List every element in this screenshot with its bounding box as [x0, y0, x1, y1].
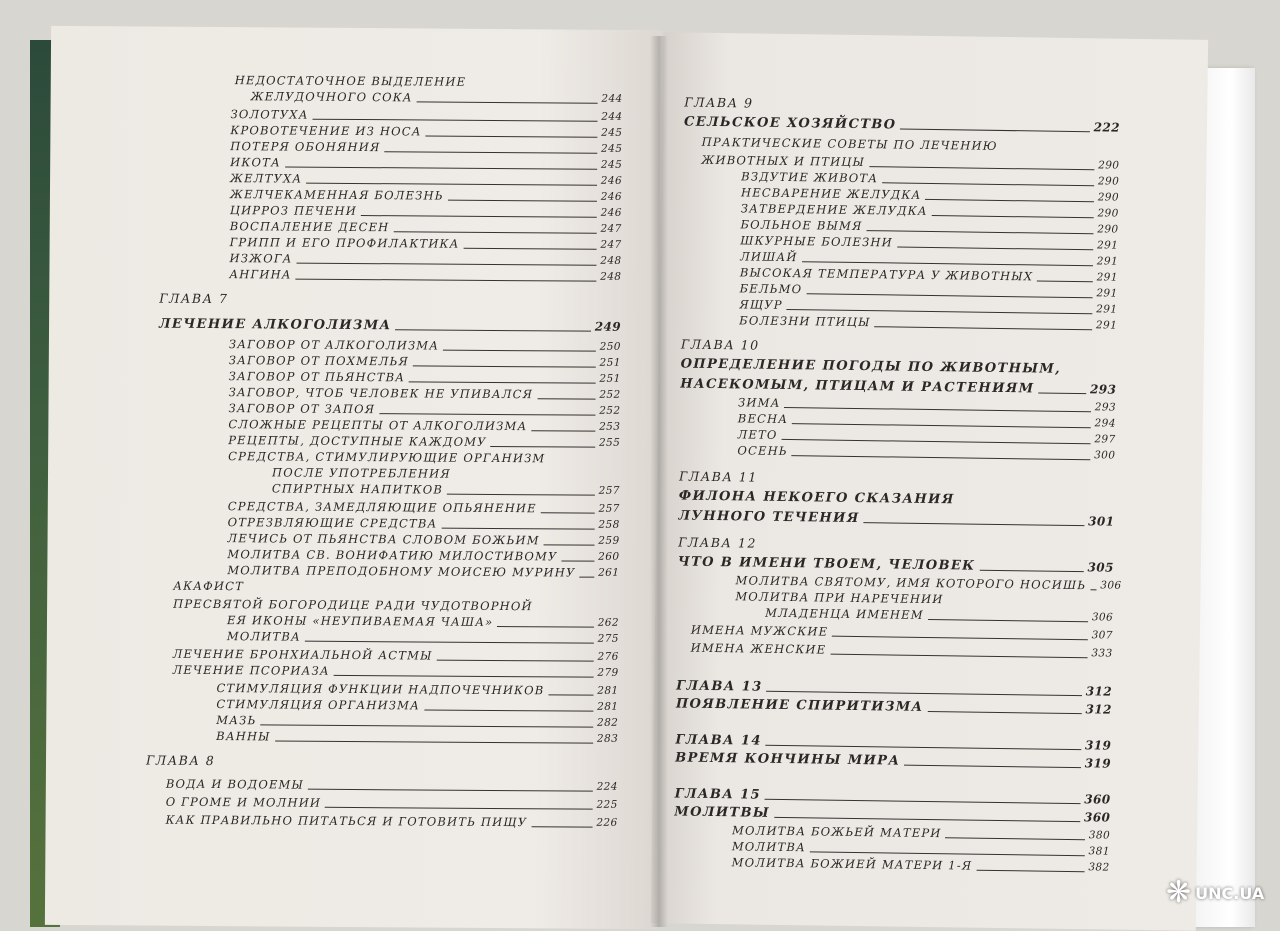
toc-entry [676, 696, 1112, 717]
toc-entry-title: ИМЕНА МУЖСКИЕ [690, 622, 829, 639]
page-number: 301 [1088, 514, 1115, 529]
toc-entry [159, 317, 621, 335]
page-number: 281 [597, 684, 619, 697]
toc-entry [230, 235, 622, 253]
toc-entry [216, 713, 618, 731]
leader-line [409, 381, 595, 383]
page-number: 247 [600, 222, 622, 235]
toc-entry [679, 489, 979, 508]
leader-line [448, 200, 597, 202]
toc-entry-title: БОЛЬНОЕ ВЫМЯ [740, 217, 863, 234]
leader-line [767, 691, 1082, 696]
leader-line [864, 522, 1085, 526]
leader-line [464, 248, 597, 250]
toc-entry [272, 481, 620, 498]
toc-entry [227, 613, 619, 631]
page-number: 257 [598, 484, 620, 497]
toc-entry [684, 115, 1120, 136]
leader-line [774, 817, 1080, 822]
toc-entry-title: ЗАГОВОР ОТ ПОХМЕЛЬЯ [228, 353, 410, 369]
toc-entry [166, 777, 618, 795]
page-number: 283 [596, 732, 619, 745]
page-number: 275 [597, 632, 619, 645]
toc-entry-title: КАК ПРАВИЛЬНО ПИТАТЬСЯ И ГОТОВИТЬ ПИЩУ [165, 812, 528, 830]
toc-entry-title: ЗИМА [737, 395, 781, 410]
leader-line [393, 231, 596, 233]
leader-line [869, 166, 1094, 170]
toc-entry [691, 641, 1113, 662]
toc-entry [702, 135, 1022, 154]
toc-entry [228, 449, 548, 466]
toc-entry [272, 465, 492, 482]
page-number: 333 [1091, 647, 1113, 660]
leader-line [832, 636, 1087, 641]
page-number: 248 [600, 254, 622, 267]
toc-entry-title: ЗАТВЕРДЕНИЕ ЖЕЛУДКА [740, 201, 928, 218]
leader-line [531, 430, 595, 431]
toc-entry [230, 171, 622, 189]
page-number: 319 [1084, 738, 1112, 753]
page-number: 291 [1095, 319, 1118, 332]
toc-entry-title: ГЛАВА 13 [676, 678, 763, 695]
chapter-heading [159, 291, 279, 307]
toc-entry [229, 385, 621, 403]
chapter-heading [146, 753, 266, 769]
toc-entry-title: СТИМУЛЯЦИЯ ОРГАНИЗМА [216, 697, 421, 713]
leader-line [875, 326, 1092, 330]
leader-line [297, 263, 597, 266]
toc-entry-title: ГЛАВА 7 [159, 290, 229, 307]
toc-right [663, 32, 1208, 874]
toc-entry-title: ОСЕНЬ [737, 443, 788, 459]
page-number: 290 [1098, 159, 1120, 172]
toc-entry-title: ЛЕЧИСЬ ОТ ПЬЯНСТВА СЛОВОМ БОЖЬИМ [227, 531, 540, 548]
toc-entry [227, 563, 619, 581]
page-number: 293 [1094, 401, 1117, 414]
leader-line [260, 724, 593, 727]
page-number: 245 [601, 142, 623, 155]
leader-line [424, 709, 593, 711]
chapter-heading [679, 469, 799, 486]
page-number: 226 [596, 816, 618, 829]
toc-entry-title: ВЗДУТИЕ ЖИВОТА [741, 169, 879, 186]
chapter-heading [678, 534, 798, 551]
toc-entry-title: ЛЕЧЕНИЕ АЛКОГОЛИЗМА [159, 316, 392, 334]
toc-entry-title: ГЛАВА 10 [680, 336, 760, 353]
toc-entry [228, 401, 620, 419]
page-number: 246 [600, 174, 623, 187]
toc-entry [229, 369, 621, 387]
toc-entry-title: БЕЛЬМО [739, 281, 803, 297]
page-number: 291 [1096, 287, 1118, 300]
leader-line [561, 560, 594, 561]
page-number: 312 [1085, 702, 1112, 717]
toc-entry-title: ЛЕЧЕНИЕ ПСОРИАЗА [172, 662, 330, 678]
leader-line [441, 528, 594, 530]
leader-line [932, 215, 1094, 218]
leader-line [810, 851, 1085, 856]
toc-entry-title: МОЛИТВА БОЖЬЕЙ МАТЕРИ [732, 823, 942, 841]
page-number: 290 [1097, 223, 1119, 236]
page-number: 257 [598, 502, 620, 515]
leader-line [541, 512, 595, 513]
leader-line [413, 365, 596, 367]
toc-entry-title: ЗАГОВОР ОТ ЗАПОЯ [228, 401, 376, 417]
toc-entry-title: ЗОЛОТУХА [230, 107, 309, 122]
page-number: 248 [600, 270, 622, 283]
toc-entry [228, 433, 620, 451]
page-number: 244 [601, 110, 623, 123]
toc-entry-title: НЕСВАРЕНИЕ ЖЕЛУДКА [740, 185, 922, 202]
toc-entry [676, 678, 1112, 699]
leader-line [544, 544, 595, 545]
page-number: 259 [598, 534, 620, 547]
toc-entry [230, 139, 622, 157]
page-number: 360 [1084, 792, 1111, 807]
toc-entry [678, 508, 1114, 529]
toc-entry [227, 629, 619, 647]
toc-entry-title: СПИРТНЫХ НАПИТКОВ [271, 481, 444, 497]
toc-entry-title: ЖЕЛТУХА [230, 171, 303, 186]
page-number: 249 [594, 319, 622, 334]
page-number: 281 [597, 700, 619, 713]
toc-entry [230, 203, 622, 221]
leader-line [928, 711, 1082, 714]
page-number: 290 [1097, 175, 1120, 188]
leader-line [904, 765, 1080, 768]
leader-line [1037, 280, 1092, 282]
toc-entry-title: СЕЛЬСКОЕ ХОЗЯЙСТВО [683, 114, 897, 133]
toc-entry [230, 155, 622, 173]
toc-entry [166, 795, 618, 813]
leader-line [802, 261, 1093, 266]
toc-entry-title: ГЛАВА 11 [678, 468, 758, 485]
toc-entry-title: О ГРОМЕ И МОЛНИИ [165, 794, 322, 810]
page-number: 293 [1089, 382, 1117, 397]
leader-line [296, 279, 596, 282]
toc-entry-title: ГРИПП И ЕГО ПРОФИЛАКТИКА [229, 235, 460, 251]
page-number: 291 [1096, 239, 1119, 252]
leader-line [305, 641, 594, 644]
toc-entry-title: МОЛИТВА ПРЕПОДОБНОМУ МОИСЕЮ МУРИНУ [227, 563, 576, 580]
watermark [1166, 868, 1276, 918]
page-number: 380 [1088, 829, 1111, 842]
toc-entry [230, 187, 622, 205]
chapter-heading [681, 337, 801, 354]
toc-entry-title: ИКОТА [230, 155, 281, 170]
toc-entry-title: АНГИНА [229, 267, 292, 282]
toc-entry-title: ЖИВОТНЫХ И ПТИЦЫ [701, 152, 866, 170]
toc-entry-title: ПРЕСВЯТОЙ БОГОРОДИЦЕ РАДИ ЧУДОТВОРНОЙ [173, 596, 533, 614]
toc-entry-title: ШКУРНЫЕ БОЛЕЗНИ [740, 233, 893, 250]
leader-line [334, 675, 594, 678]
toc-entry-title: РЕЦЕПТЫ, ДОСТУПНЫЕ КАЖДОМУ [228, 433, 487, 449]
toc-entry-title: ЕЯ ИКОНЫ «НЕУПИВАЕМАЯ ЧАША» [226, 613, 494, 629]
toc-entry [227, 547, 619, 565]
toc-entry [251, 89, 623, 107]
toc-entry-title: ОТРЕЗВЛЯЮЩИЕ СРЕДСТВА [227, 515, 438, 531]
leader-line [766, 745, 1081, 750]
toc-entry-title: МЛАДЕНЦА ИМЕНЕМ [765, 605, 924, 622]
leader-line [361, 215, 597, 218]
toc-entry-title: ВАННЫ [216, 729, 271, 744]
leader-line [395, 329, 590, 331]
toc-entry-title: СЛОЖНЫЕ РЕЦЕПТЫ ОТ АЛКОГОЛИЗМА [228, 417, 528, 434]
leader-line [1090, 589, 1096, 590]
toc-entry [229, 251, 621, 269]
leader-line [417, 101, 598, 103]
toc-entry-title: ЗАГОВОР, ЧТОБ ЧЕЛОВЕК НЕ УПИВАЛСЯ [228, 385, 534, 402]
toc-entry-title: ГЛАВА 12 [678, 534, 757, 551]
page-number: 255 [598, 436, 621, 449]
toc-entry-title: МОЛИТВА [226, 629, 301, 644]
leader-line [787, 309, 1092, 314]
leader-line [537, 398, 595, 399]
page-number: 291 [1096, 303, 1118, 316]
toc-entry-title: ПОСЛЕ УПОТРЕБЛЕНИЯ [271, 465, 451, 481]
toc-entry [228, 417, 620, 435]
leader-line [928, 619, 1088, 622]
page-number: 291 [1096, 255, 1119, 268]
right-page [651, 32, 1208, 931]
leader-line [781, 439, 1090, 444]
toc-entry-title: МОЛИТВА БОЖИЕЙ МАТЕРИ 1-Я [731, 855, 973, 873]
leader-line [925, 199, 1093, 202]
leader-line [384, 151, 597, 153]
toc-entry [228, 531, 620, 549]
toc-entry-title: ГЛАВА 14 [675, 732, 762, 749]
leader-line [531, 826, 592, 827]
toc-entry [230, 219, 622, 237]
page-number: 258 [598, 518, 620, 531]
page-number: 312 [1085, 684, 1113, 699]
page-number: 382 [1088, 861, 1110, 874]
toc-entry-title: ЯЩУР [739, 297, 783, 312]
toc-entry [216, 729, 618, 747]
toc-entry [166, 813, 618, 831]
page-number: 360 [1083, 810, 1111, 825]
page-number: 245 [600, 158, 623, 171]
toc-entry [173, 647, 619, 665]
toc-entry-title: ВЫСОКАЯ ТЕМПЕРАТУРА У ЖИВОТНЫХ [739, 265, 1034, 284]
toc-entry [173, 579, 293, 595]
toc-entry [675, 750, 1111, 771]
leader-line [1038, 393, 1086, 395]
page-number: 307 [1091, 629, 1113, 642]
toc-entry-title: МОЛИТВА СВЯТОМУ, ИМЯ КОТОРОГО НОСИШЬ [735, 573, 1087, 593]
leader-line [491, 446, 595, 448]
toc-entry-title: ЗАГОВОР ОТ АЛКОГОЛИЗМА [228, 337, 440, 353]
leader-line [447, 494, 595, 496]
page-number: 297 [1094, 433, 1116, 446]
toc-entry-title: ПОЯВЛЕНИЕ СПИРИТИЗМА [675, 696, 924, 715]
page-number: 253 [599, 420, 621, 433]
snowflake-icon: ❋ [1166, 875, 1192, 910]
leader-line [830, 654, 1087, 659]
leader-line [325, 807, 592, 810]
toc-entry [173, 597, 573, 615]
toc-left [51, 26, 663, 830]
page-number: 305 [1087, 560, 1114, 575]
toc-entry-title: ВРЕМЯ КОНЧИНЫ МИРА [675, 750, 901, 769]
leader-line [792, 423, 1090, 428]
toc-entry-title: ЦИРРОЗ ПЕЧЕНИ [229, 203, 358, 219]
toc-entry-title: ЛЕТО [737, 427, 778, 442]
page-number: 306 [1091, 611, 1114, 624]
toc-entry [691, 623, 1113, 644]
toc-entry-title: МОЛИТВА СВ. ВОНИФАТИЮ МИЛОСТИВОМУ [227, 547, 558, 564]
toc-entry-title: ВОДА И ВОДОЕМЫ [165, 776, 305, 792]
leader-line [313, 119, 598, 122]
page-number: 244 [601, 92, 623, 105]
leader-line [945, 837, 1084, 840]
leader-line [497, 626, 593, 628]
page-number: 222 [1093, 120, 1121, 135]
toc-entry-title: ЗАГОВОР ОТ ПЬЯНСТВА [228, 369, 406, 385]
toc-entry-title: НЕДОСТАТОЧНОЕ ВЫДЕЛЕНИЕ [234, 73, 467, 89]
page-number: 282 [597, 716, 619, 729]
toc-entry-title: ЖЕЛЧЕКАМЕННАЯ БОЛЕЗНЬ [229, 187, 444, 203]
page-number: 262 [597, 616, 620, 629]
toc-entry-title: ВОСПАЛЕНИЕ ДЕСЕН [229, 219, 390, 235]
toc-entry-title: МОЛИТВА ПРИ НАРЕЧЕНИИ [735, 589, 944, 607]
toc-entry-title: БОЛЕЗНИ ПТИЦЫ [739, 313, 871, 330]
page-number: 247 [600, 238, 622, 251]
page-number: 381 [1088, 845, 1110, 858]
page-number: 294 [1094, 417, 1116, 430]
toc-entry-title: СРЕДСТВА, СТИМУЛИРУЮЩИЕ ОРГАНИЗМ [228, 449, 546, 466]
toc-entry-title: КРОВОТЕЧЕНИЕ ИЗ НОСА [230, 123, 422, 139]
toc-entry [228, 499, 620, 517]
toc-entry-title: ЖЕЛУДОЧНОГО СОКА [250, 89, 413, 105]
leader-line [443, 350, 595, 352]
toc-entry-title: ГЛАВА 8 [145, 752, 216, 769]
toc-entry [235, 73, 495, 90]
toc-entry-title: ЛУННОГО ТЕЧЕНИЯ [678, 508, 860, 527]
page-number: 251 [599, 372, 621, 385]
toc-entry-title: ИМЕНА ЖЕНСКИЕ [690, 640, 827, 657]
leader-line [306, 183, 597, 186]
page-number: 250 [599, 340, 621, 353]
leader-line [882, 182, 1094, 186]
toc-entry-title: ПРАКТИЧЕСКИЕ СОВЕТЫ ПО ЛЕЧЕНИЮ [701, 134, 998, 153]
toc-entry-title: АКАФИСТ [173, 578, 245, 594]
page-number: 252 [599, 388, 621, 401]
toc-entry [216, 681, 618, 699]
toc-entry-title: НАСЕКОМЫМ, ПТИЦАМ И РАСТЕНИЯМ [680, 376, 1035, 397]
leader-line [437, 660, 594, 662]
toc-entry [216, 697, 618, 715]
leader-line [275, 740, 593, 743]
leader-line [308, 789, 593, 792]
page-number: 261 [598, 566, 620, 579]
toc-entry-title: ПОТЕРЯ ОБОНЯНИЯ [230, 139, 381, 155]
page-number: 251 [599, 356, 621, 369]
leader-line [897, 247, 1093, 251]
book-gutter [650, 36, 668, 927]
toc-entry-title: ВЕСНА [737, 411, 789, 427]
toc-entry [680, 377, 1116, 398]
toc-entry [765, 606, 1113, 626]
left-page [45, 26, 663, 929]
toc-entry [680, 356, 1062, 377]
leader-line [792, 455, 1090, 460]
page-number: 224 [596, 780, 618, 793]
page-number: 319 [1084, 756, 1112, 771]
toc-entry [230, 107, 622, 125]
toc-entry-title: СТИМУЛЯЦИЯ ФУНКЦИИ НАДПОЧЕЧНИКОВ [216, 681, 545, 698]
toc-entry-title: МОЛИТВА [731, 839, 807, 855]
toc-entry [229, 353, 621, 371]
page-number: 260 [598, 550, 620, 563]
page-number: 246 [600, 190, 623, 203]
toc-entry-title: СРЕДСТВА, ЗАМЕДЛЯЮЩИЕ ОПЬЯНЕНИЕ [227, 499, 537, 516]
page-number: 245 [601, 126, 623, 139]
leader-line [979, 570, 1083, 572]
leader-line [866, 230, 1093, 234]
toc-entry-title: ЧТО В ИМЕНИ ТВОЕМ, ЧЕЛОВЕК [677, 554, 976, 574]
page-number: 291 [1096, 271, 1118, 284]
leader-line [579, 577, 594, 578]
toc-entry-title: ИЗЖОГА [229, 251, 293, 266]
page-number: 290 [1097, 191, 1120, 204]
page-number: 276 [597, 650, 619, 663]
leader-line [548, 694, 593, 695]
leader-line [806, 293, 1092, 298]
page-number: 225 [596, 798, 618, 811]
toc-entry-title: ГЛАВА 15 [674, 786, 762, 803]
toc-entry-title: ЛИШАЙ [740, 249, 798, 265]
toc-entry-title: МАЗЬ [216, 713, 257, 728]
leader-line [784, 407, 1090, 412]
toc-entry [678, 554, 1114, 575]
toc-entry [229, 267, 621, 285]
toc-entry-title: ГЛАВА 9 [684, 94, 754, 111]
toc-entry [228, 515, 620, 533]
toc-entry [229, 337, 621, 355]
page-number: 300 [1094, 449, 1116, 462]
toc-entry-title: ОПРЕДЕЛЕНИЕ ПОГОДЫ ПО ЖИВОТНЫМ, [680, 356, 1062, 377]
page-number: 290 [1097, 207, 1119, 220]
leader-line [900, 129, 1089, 133]
page-number: 279 [597, 666, 619, 679]
toc-entry-title: ЛЕЧЕНИЕ БРОНХИАЛЬНОЙ АСТМЫ [172, 646, 433, 663]
leader-line [379, 413, 595, 416]
watermark-text: UNC.UA [1195, 883, 1265, 903]
leader-line [765, 799, 1080, 804]
chapter-heading [684, 95, 804, 112]
page-number: 246 [600, 206, 622, 219]
toc-entry [230, 123, 622, 141]
toc-entry-title: МОЛИТВЫ [674, 804, 771, 821]
leader-line [285, 167, 597, 170]
page-number: 252 [599, 404, 621, 417]
toc-entry-title: ФИЛОНА НЕКОЕГО СКАЗАНИЯ [678, 488, 955, 508]
leader-line [426, 135, 598, 137]
toc-entry [173, 663, 619, 681]
page-number: 306 [1100, 579, 1122, 592]
leader-line [976, 870, 1084, 873]
